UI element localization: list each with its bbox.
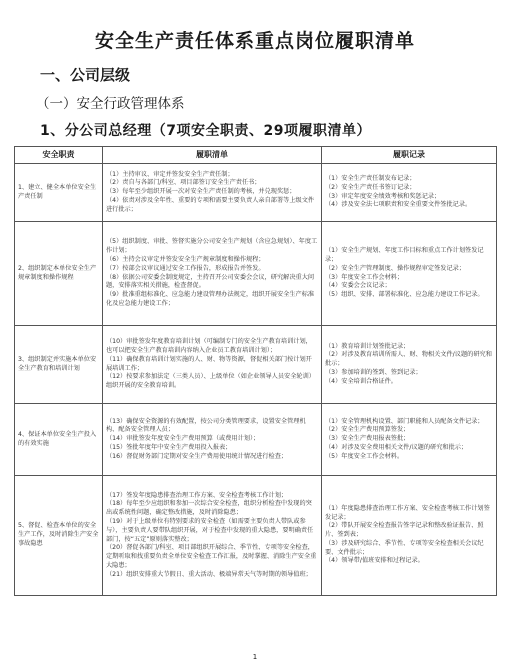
record-item: （1）安全管理机构设置、部门职能和人员配备文件记录；: [325, 417, 484, 425]
list-item: （8）依据公司安委会制度规定，主持召开公司安委会会议，研究解决重大问题，安排落实相关措施，检查督促。: [106, 273, 315, 290]
records-cell: [322, 222, 497, 326]
list-cell: [103, 164, 322, 222]
record-item: （2）安全生产责任书签订记录；: [325, 183, 416, 191]
table-header-row: [15, 147, 497, 164]
list-item: （9）批准重组标准化、应急能力建设管理办法规定，组织开展安全生产标准化及应急能力建设工作；: [106, 291, 315, 307]
record-item: （1）安全生产责任制发布记录；: [325, 174, 416, 182]
record-item: （4）领导带/值班安排和过程记录。: [325, 557, 424, 565]
duty-cell: 1、建立、健全本单位安全生产责任制: [15, 164, 103, 222]
duty-table: [14, 146, 497, 596]
records-cell: [322, 326, 497, 404]
section-heading-company-level: 一、公司层级: [40, 66, 131, 84]
list-item: （16）督促财务部门定期对安全生产费用使用统计情况进行检查；: [106, 452, 288, 460]
list-item: （6）主持会议审定并签发安全生产规章制度和操作规程；: [106, 255, 265, 263]
duty-cell: 2、组织制定本单位安全生产规章制度和操作规程: [15, 222, 103, 326]
record-item: （1）安全生产规划、年度工作目标和重点工作计划签发记录；: [325, 247, 484, 263]
record-item: （4）对涉及安全费用相关文件/议题的研究和批示；: [325, 443, 468, 451]
list-item: （4）依责对涉及全年性、重要的专项和需要主要负责人亲自部署等上级文件进行批示；: [106, 196, 315, 213]
subsection-heading-general-manager: 1、分公司总经理（7项安全职责、29项履职清单）: [40, 123, 371, 139]
duty-cell: 4、保证本单位安全生产投入的有效实施: [15, 404, 103, 476]
records-cell: [322, 476, 497, 596]
list-item: （17）签发年度隐患排查治理工作方案、安全检查考核工作计划；: [106, 491, 288, 499]
list-cell: [103, 404, 322, 476]
list-item: （10）审批签发年度教育培训计划（可编制专门的安全生产教育培训计划，也可以把安全生产教育培训内容纳入企业员工教育培训计划）；: [106, 338, 312, 354]
record-item: （3）年度安全工作会材料；: [325, 273, 404, 281]
list-item: （14）审批签发年度安全生产费用预算（或费用计划）；: [106, 435, 260, 443]
list-cell: [103, 326, 322, 404]
list-item: （3）每年至少组织开展一次对安全生产责任制的考核，并兑现奖惩；: [106, 188, 296, 196]
table-row: [15, 404, 497, 476]
record-item: （2）带队开展安全检查报告签字记录和整改验证报告、照片、签到表；: [325, 522, 484, 539]
list-item: （12）按要求参加法定（三类人员）、上级单位（如企业领导人员安全轮训）组织开展的安全教育培训。: [106, 373, 315, 390]
table-row: [15, 476, 497, 596]
record-item: （4）涉及安全法七项职责和安全重要文件签批记录。: [325, 201, 472, 209]
header-records: 履职记录: [322, 147, 497, 164]
list-item: （20）督促各部门/科室、项目部组织开展综合、季节性、专项等安全检查，定期听取和找重要负责全单位安全检查工作汇报，及时掌握、消除生产安全重大隐患；: [106, 544, 317, 569]
record-item: （2）对涉及教育培训所需人、财、物相关文件/议题的研究和批示；: [325, 351, 492, 368]
list-item: （7）按部会议审议通过安全工作报告，形成报告并签发。: [106, 264, 265, 272]
table-row: [15, 222, 497, 326]
list-item: （15）签批年度年中安全生产费用投入报表；: [106, 443, 232, 451]
list-item: （11）确保教育培训计划实施的人、财、物等资源，督促相关部门按计划开展培训工作；: [106, 355, 312, 372]
list-item: （21）组织安排重大节假日、重大活动、极端异常天气等时期的领导值班；: [106, 570, 312, 578]
record-item: （5）年度安全工作会材料。: [325, 452, 404, 460]
record-item: （4）安全培训合格证件。: [325, 377, 397, 385]
list-cell: [103, 476, 322, 596]
list-cell: [103, 222, 322, 326]
table-row: [15, 326, 497, 404]
list-item: （18）每年至少应组织和参加一次综合安全检查，组织分析检查中发现的突出或系统性问题，确定整改措施，及时消除隐患；: [106, 500, 312, 517]
records-cell: [322, 164, 497, 222]
table-row: [15, 164, 497, 222]
duty-cell: 3、组织制定并实施本单位安全生产教育和培训计划: [15, 326, 103, 404]
records-cell: [322, 404, 497, 476]
table-body: [15, 164, 497, 596]
list-item: （2）责自与各部门/科室、项目部签订安全生产责任书；: [106, 179, 261, 187]
list-item: （13）确保安全资源的有效配置，按公司分类管理要求，设置安全管理机构、配备安全管理人员；: [106, 417, 306, 434]
list-item: （1）主持审议、审定并签发安全生产责任制；: [106, 170, 234, 178]
duty-cell: 5、督促、检查本单位的安全生产工作，及时消除生产安全事故隐患: [15, 476, 103, 596]
record-item: （5）组织、安排、部署标准化、应急能力建设工作记录。: [325, 291, 484, 299]
record-item: （3）涉及研究综合、季节性、专项等安全检查相关会议纪要、文件批示；: [325, 539, 484, 556]
page-number: 1: [252, 653, 258, 661]
header-duty: 安全职责: [15, 147, 103, 164]
list-item: （5）组织制度、审批、签督实施分公司安全生产规划（含应急规划）、年度工作计划；: [106, 238, 318, 255]
record-item: （2）安全生产管理制度、操作规程审定签发记录；: [325, 264, 466, 272]
record-item: （1）教育培训计划签批记录；: [325, 342, 410, 350]
record-item: （2）安全生产费用预算签发；: [325, 426, 410, 434]
header-list: 履职清单: [103, 147, 322, 164]
record-item: （3）安全生产费用报表签批；: [325, 435, 410, 443]
page-title: 安全生产责任体系重点岗位履职清单: [94, 30, 415, 52]
record-item: （4）安委会会议记录；: [325, 282, 391, 290]
subsection-heading-safety-admin: （一）安全行政管理体系: [36, 96, 185, 112]
record-item: （3）审定年度安全绩效考核和奖惩记录；: [325, 192, 441, 200]
list-item: （19）对于上级单位有特别要求的安全检查（如需要主要负责人带队或参与），主要负责人要带队组织开展，对于检查中发现的重大隐患，要明确责任部门，按“五定”原则落实整改；: [106, 517, 314, 543]
record-item: （1）年度隐患排查治理工作方案、安全检查考核工作计划签发记录；: [325, 504, 490, 521]
record-item: （3）参加培训的签到、签到记录；: [325, 368, 422, 376]
